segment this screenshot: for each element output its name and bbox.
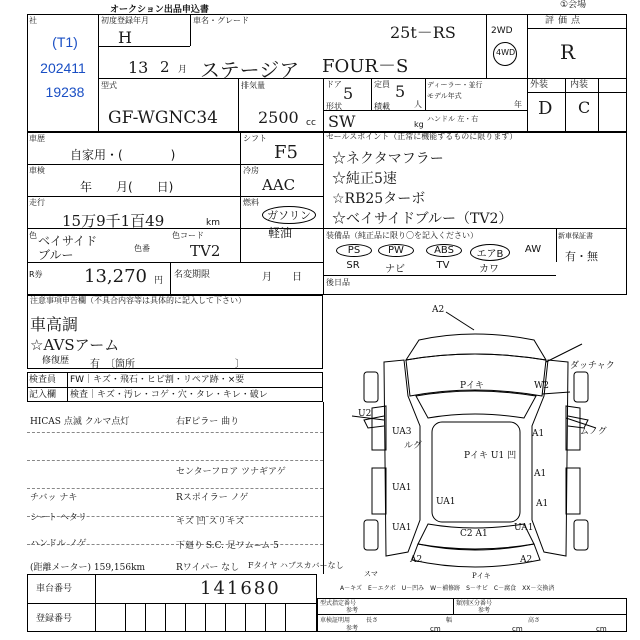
color-code-label: 色コード [172, 231, 204, 240]
maker-grade-label: 車名・グレード [193, 16, 249, 25]
inspector-entry-6: シート ヘタリ [30, 513, 87, 523]
capacity-value: 5 [395, 82, 406, 101]
model-year-label: モデル年式 [427, 92, 462, 100]
reg-year-label: 初度登録年月 [101, 16, 149, 25]
inspection-value: 年 月( 日) [80, 180, 174, 194]
exterior-value: D [538, 98, 553, 119]
diagram-mark-16: UA1 [514, 523, 534, 533]
inspector-entry-1: HICAS 点滅 クルマ点灯 [30, 417, 130, 427]
color-no-label: 色番 [134, 244, 150, 253]
cc-unit: cc [306, 118, 316, 128]
equip-abs: ABS [426, 244, 462, 257]
load-label: 積載 [374, 102, 390, 111]
inspector-entry-12: Fタイヤ ハブスカバーなし [248, 561, 344, 570]
length-label: 長さ [366, 617, 379, 624]
inspection-label: 車検 [29, 166, 45, 175]
inspector-entry-11: Rワイパー なし [176, 563, 240, 573]
inspector-entry-3: センターフロア ツナギアゲ [176, 467, 286, 477]
reg-no-label: 登録番号 [36, 614, 73, 624]
diagram-mark-10: Pイキ U1 凹 [464, 451, 517, 461]
model-type-value: GF-WGNC34 [108, 108, 218, 128]
drive-4wd: 4WD [496, 48, 516, 57]
stamp-line2: 202411 [40, 60, 86, 76]
era: H [118, 28, 132, 47]
diagram-mark-17: C2 A1 [460, 529, 488, 539]
repair-label: 修復歴 [42, 356, 70, 366]
diagram-mark-6: ムノグ [580, 427, 607, 437]
back-items-label: 後日品 [326, 278, 350, 287]
equipment-label: 装備品（純正品に限り〇を記入ください） [326, 231, 478, 240]
price-label: R券 [29, 270, 43, 279]
dealer-label: ディーラー・並行 [427, 81, 483, 89]
vehicle-size-ref: 参考 [346, 625, 359, 632]
inspector-entry-9: 下廻り S.C. 足ワム−ム 5 [176, 541, 279, 551]
reg-year: 13 [128, 58, 149, 77]
shift-label: シフト [243, 134, 267, 143]
class-label: 類別区分番号 [456, 600, 493, 607]
price-value: 13,270 [84, 266, 147, 287]
reg-month: 2 [160, 58, 170, 76]
interior-label: 内装 [570, 80, 589, 90]
shape-label: 形状 [326, 102, 342, 111]
inspector-entry-5: Rスポイラー ノゲ [176, 493, 249, 503]
selling-point-3: ☆RB25ターボ [332, 191, 426, 207]
interior-value: C [578, 98, 591, 117]
type-cert-label: 型式指定番号 [320, 600, 357, 607]
diagram-mark-21: Pイキ [472, 572, 491, 580]
class-ref: 参考 [478, 607, 491, 614]
diagram-mark-18: A2 [410, 555, 423, 565]
color-value: ベイサイドブルー [38, 234, 98, 262]
equip-ps: PS [336, 244, 372, 257]
selling-point-4: ☆ベイサイドブルー（TV2） [332, 211, 513, 227]
cc-value: 2500 [258, 108, 299, 127]
equip-sr: SR [346, 260, 360, 271]
notes-line1: 車高調 [30, 315, 79, 334]
capacity-label: 定員 [374, 80, 390, 89]
ac-value: AAC [262, 176, 296, 194]
length-unit: cm [430, 625, 441, 633]
notes-line2: ☆AVSアーム [30, 336, 120, 354]
shift-value: F5 [274, 142, 298, 163]
doors-value: 5 [343, 84, 354, 103]
equip-airbag: エアB [470, 244, 510, 261]
shape-value: SW [328, 112, 356, 131]
diagram-mark-13: UA1 [436, 497, 456, 507]
diagram-mark-11: A1 [534, 469, 547, 479]
mileage-label: 走行 [29, 198, 45, 207]
inspector-label1: 検査員 [29, 375, 57, 385]
diagram-mark-7: A1 [532, 429, 545, 439]
fuel-gasoline: ガソリン [262, 206, 316, 224]
selling-points-label: セールスポイント（正常に機能するものに限ります） [326, 132, 518, 141]
exterior-label: 外装 [530, 80, 549, 90]
equip-pw: PW [378, 244, 414, 257]
stamp-line3: 19238 [45, 84, 85, 100]
equip-tv: TV [436, 260, 450, 271]
repair-value: 有 〔箇所 〕 [90, 359, 245, 370]
name-change-value: 月 日 [262, 272, 302, 283]
mileage-unit: km [206, 218, 220, 228]
color-code-value: TV2 [190, 242, 221, 260]
height-label: 高さ [528, 617, 541, 624]
diagram-mark-9: ルグ [404, 441, 422, 451]
inspector-entry-10: (距離メーター) 159,156km [30, 563, 146, 573]
grade-line2: FOUR－S [322, 56, 409, 77]
venue-parking: ①会場 [560, 0, 587, 10]
cc-label: 排気量 [241, 81, 265, 90]
inspector-entry-8: ハンドル ノゲ [30, 539, 87, 549]
color-label: 色 [29, 231, 37, 240]
use-value: 自家用・( ) [70, 148, 176, 162]
inspector-legend1: FW｜キズ・飛石・ヒビ割・リペア跡・×要 [70, 375, 245, 385]
model-type-label: 型式 [101, 81, 117, 90]
new-car-warranty-value: 有・無 [565, 250, 598, 263]
width-label: 幅 [446, 617, 453, 624]
equip-leather: カワ [479, 264, 499, 275]
inspector-entry-2: 右Fピラー 曲り [176, 417, 240, 427]
diagram-mark-3: Pイキ [460, 381, 485, 391]
stamp-line1: (T1) [52, 34, 78, 50]
inspector-label2: 記入欄 [29, 390, 57, 400]
diagram-mark-14: UA1 [392, 523, 412, 533]
month-label: 月 [178, 65, 188, 75]
diagram-mark-19: A2 [520, 555, 533, 565]
drive-2wd: 2WD [491, 26, 513, 36]
equip-aw: AW [524, 244, 542, 255]
chassis-value: 141680 [200, 578, 281, 599]
chassis-label: 車台番号 [36, 584, 73, 594]
price-unit: 円 [154, 276, 164, 286]
car-name: ステージア [200, 58, 300, 82]
diagram-mark-8: UA3 [392, 427, 412, 437]
inspector-legend2: 検査｜キズ・汚レ・コゲ・穴・タレ・キレ・破レ [70, 390, 268, 400]
eval-value: R [560, 40, 576, 64]
inspector-entry-4: チバッ ナキ [30, 493, 78, 503]
vehicle-size-label: 車検証明用 [320, 617, 351, 624]
grade-line1: 25t－RS [390, 23, 456, 42]
selling-point-1: ☆ネクタマフラー [332, 151, 444, 167]
doors-label: ドア [326, 80, 342, 89]
diagram-legend: A－キズ E－エクボ U－凹み W－補修跡 S－サビ C－腐食 XX－交換済 [340, 585, 555, 592]
name-change-label: 名変期限 [174, 270, 211, 280]
inspector-entry-7: キズ 凹 スリキズ [176, 517, 245, 527]
diagram-mark-5: U2 [358, 409, 372, 419]
type-cert-ref: 参考 [346, 607, 359, 614]
new-car-warranty-label: 新車保証書 [558, 232, 593, 240]
height-unit: cm [596, 625, 607, 633]
equip-navi: ナビ [385, 264, 405, 275]
mileage-value: 15万9千1百49 [62, 212, 165, 230]
notes-label: 注意事項申告欄（不具合内容等は具体的に記入して下さい） [30, 296, 246, 305]
width-unit: cm [512, 625, 523, 633]
ac-label: 冷房 [243, 166, 259, 175]
diagram-mark-2: ダッチャク [570, 361, 615, 371]
eval-label: 評価点 [545, 16, 585, 26]
load-unit: kg [414, 120, 424, 129]
year-unit: 年 [514, 100, 522, 109]
selling-point-2: ☆純正5速 [332, 171, 397, 187]
capacity-unit: 人 [414, 100, 422, 109]
diagram-mark-4: W2 [534, 381, 549, 391]
diagram-mark-20: スマ [364, 570, 378, 578]
diagram-mark-1: A2 [432, 305, 445, 315]
fuel-diesel: 軽油 [268, 226, 293, 240]
side-label: 社 [29, 16, 37, 25]
use-label: 車歴 [29, 134, 45, 143]
fuel-label: 燃料 [243, 198, 259, 207]
handle-label: ハンドル 左・右 [427, 115, 479, 123]
diagram-mark-15: A1 [536, 499, 549, 509]
form-title: オークション出品申込書 [110, 5, 209, 15]
car-damage-diagram [324, 300, 626, 580]
diagram-mark-12: UA1 [392, 483, 412, 493]
